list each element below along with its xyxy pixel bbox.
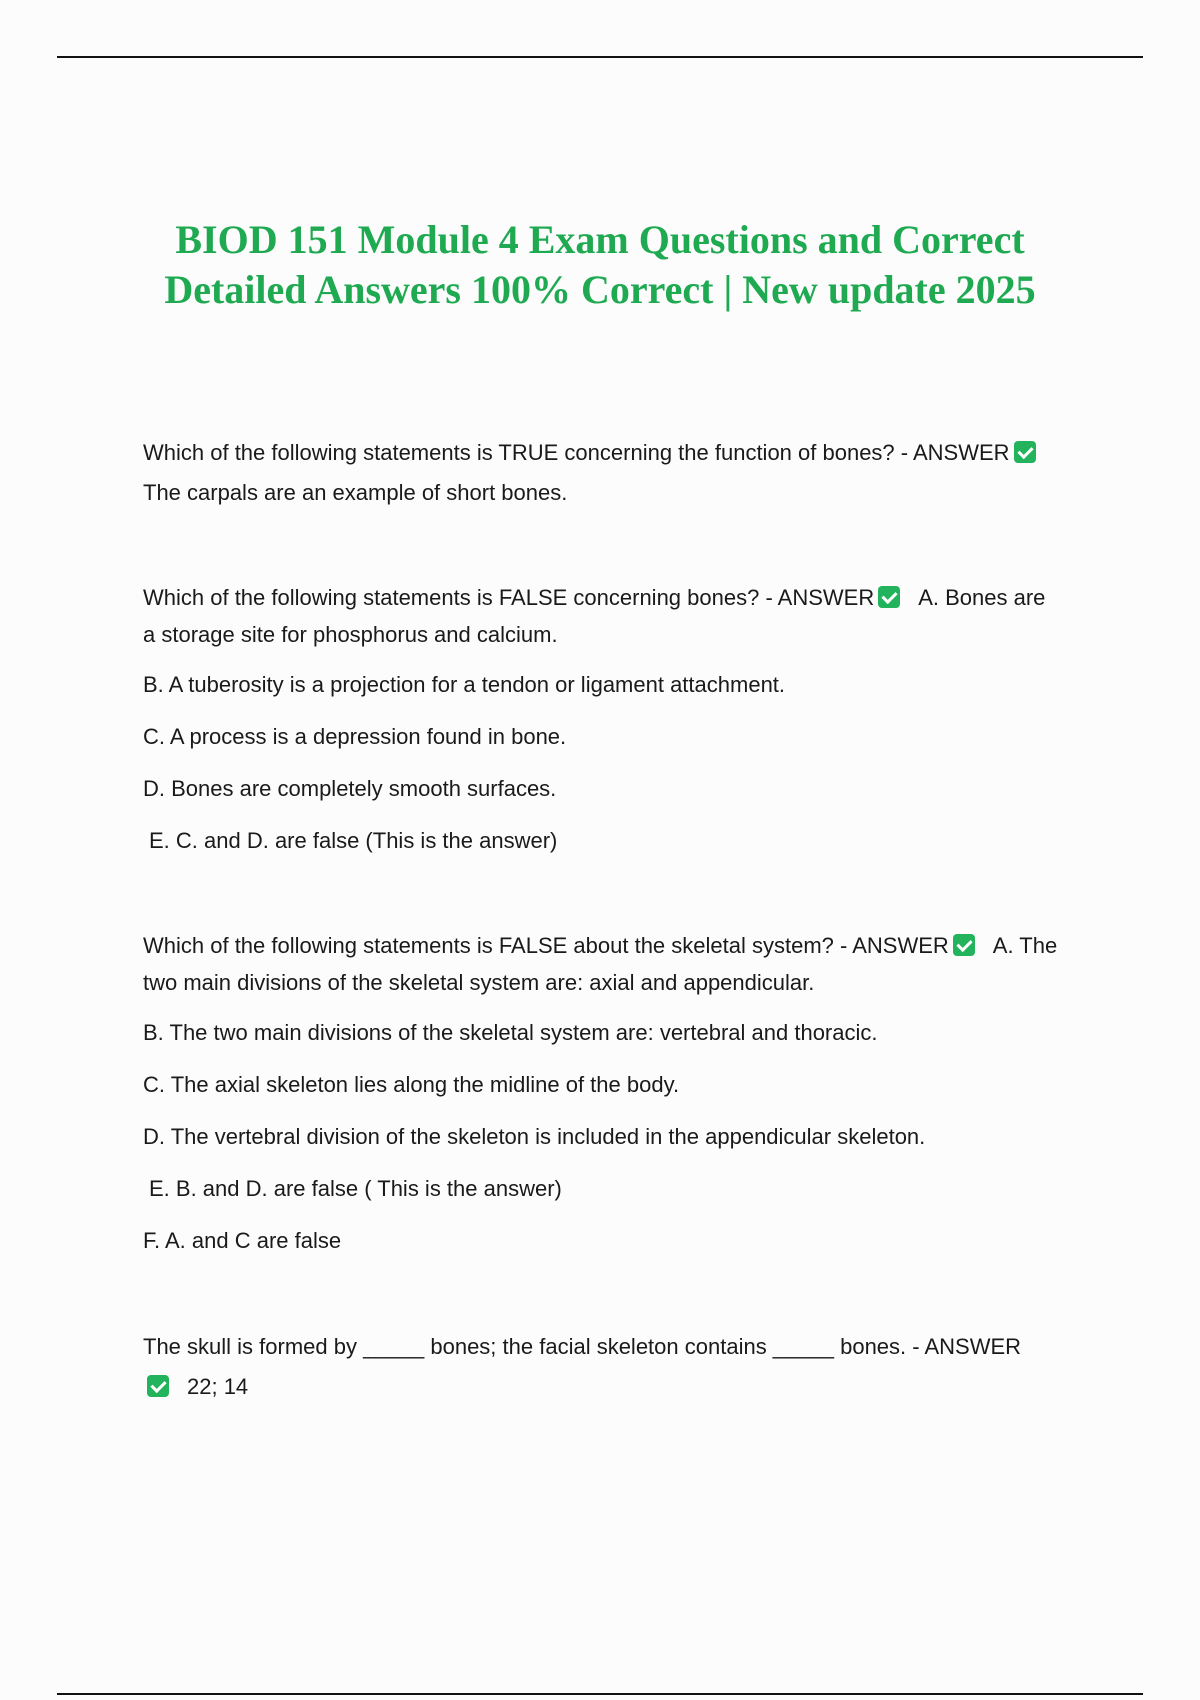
checkmark-icon [1014,441,1036,463]
question-block [143,927,1063,1261]
question-text [143,927,1063,1001]
checkmark-icon [147,1375,169,1397]
question-block [143,1327,1063,1407]
answer-option: E. B. and D. are false ( This is the answer) [149,1176,562,1201]
answer-option: E. C. and D. are false (This is the answer) [149,828,558,853]
answer-option: D. The vertebral division of the skeleton is included in the appendicular skeleton. [143,1124,926,1149]
answer-option: C. The axial skeleton lies along the midline of the body. [143,1072,680,1097]
answer-option: C. A process is a depression found in bone. [143,724,567,749]
bottom-rule [57,1693,1143,1695]
answer-text: A. The two main divisions of the skeletal system are: axial and appendicular. [143,933,1058,995]
question-text [143,433,1063,513]
answer-option: B. A tuberosity is a projection for a tendon or ligament attachment. [143,672,786,697]
question-text [143,579,1063,653]
question-block [143,579,1063,861]
answer-text: The carpals are an example of short bones. [143,480,568,505]
question-prompt: Which of the following statements is FALSE concerning bones? - ANSWER [143,585,875,610]
question-prompt: Which of the following statements is FALSE about the skeletal system? - ANSWER [143,933,949,958]
answer-text: 22; 14 [187,1374,249,1399]
question-text [143,1327,1063,1407]
checkmark-icon [878,586,900,608]
top-rule [57,56,1143,58]
answer-text: A. Bones are a storage site for phosphorus and calcium. [143,585,1046,647]
question-prompt: Which of the following statements is TRUE concerning the function of bones? - ANSWER [143,440,1010,465]
checkmark-icon [953,934,975,956]
question-block [143,433,1063,513]
question-list [143,433,1063,1407]
document-title: BIOD 151 Module 4 Exam Questions and Correct Detailed Answers 100% Correct | New update 2025 [164,217,1036,312]
answer-option: F. A. and C are false [143,1228,342,1253]
question-prompt: The skull is formed by _____ bones; the facial skeleton contains _____ bones. - ANSWER [143,1334,1022,1359]
answer-option: D. Bones are completely smooth surfaces. [143,776,557,801]
answer-option: B. The two main divisions of the skeletal system are: vertebral and thoracic. [143,1020,878,1045]
